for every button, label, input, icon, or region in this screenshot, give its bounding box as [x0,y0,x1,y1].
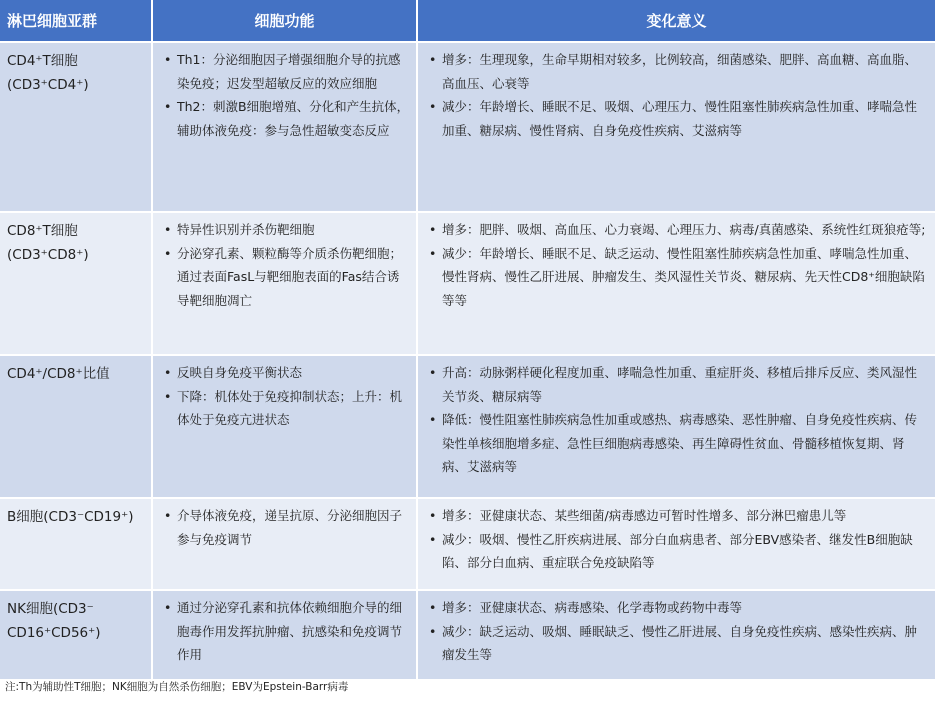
significance-list [424,218,929,312]
function-list [159,218,410,312]
list-item: • 分泌穿孔素、颗粒酶等介质杀伤靶细胞；通过表面FasL与靶细胞表面的Fas结合诱导靶细胞凋亡 [159,242,410,313]
list-item: • 特异性识别并杀伤靶细胞 [159,218,410,242]
table-row [0,498,935,590]
list-item: • 增多：亚健康状态、病毒感染、化学毒物或药物中毒等 [424,596,929,620]
function-list [159,361,410,432]
table-row [0,42,935,212]
list-item: • 减少：吸烟、慢性乙肝疾病进展、部分白血病患者、部分EBV感染者、继发性B细胞缺陷、部分白血病、重症联合免疫缺陷等 [424,528,929,575]
table-header-row [0,0,935,42]
function-cell [152,590,417,679]
significance-cell [417,42,935,212]
subset-name: CD4⁺/CD8⁺比值 [0,355,152,498]
function-list [159,504,410,551]
significance-list [424,48,929,142]
table-row [0,212,935,355]
function-list [159,48,410,142]
significance-list [424,504,929,575]
function-cell [152,212,417,355]
subset-name: CD4⁺T细胞 (CD3⁺CD4⁺) [0,42,152,212]
significance-cell [417,212,935,355]
function-cell [152,42,417,212]
list-item: • 增多：肥胖、吸烟、高血压、心力衰竭、心理压力、病毒/真菌感染、系统性红斑狼疮等; [424,218,929,242]
subset-name: CD8⁺T细胞 (CD3⁺CD8⁺) [0,212,152,355]
function-cell [152,498,417,590]
table-row [0,590,935,679]
significance-cell [417,590,935,679]
list-item: • 减少：缺乏运动、吸烟、睡眠缺乏、慢性乙肝进展、自身免疫性疾病、感染性疾病、肿瘤发生等 [424,620,929,667]
significance-cell [417,498,935,590]
header-significance: 变化意义 [417,0,935,42]
footnote: 注:Th为辅助性T细胞；NK细胞为自然杀伤细胞；EBV为Epstein-Barr病毒 [5,681,349,693]
significance-list [424,596,929,667]
table-row [0,355,935,498]
list-item: • 下降：机体处于免疫抑制状态；上升：机体处于免疫亢进状态 [159,385,410,432]
header-function: 细胞功能 [152,0,417,42]
significance-cell [417,355,935,498]
subset-name: NK细胞(CD3⁻ CD16⁺CD56⁺) [0,590,152,679]
list-item: • 减少：年龄增长、睡眠不足、缺乏运动、慢性阻塞性肺疾病急性加重、哮喘急性加重、慢性肾病、慢性乙肝进展、肿瘤发生、类风湿性关节炎、糖尿病、先天性CD8⁺细胞缺陷等等 [424,242,929,313]
list-item: • 增多：亚健康状态、某些细菌/病毒感边可暂时性增多、部分淋巴瘤患儿等 [424,504,929,528]
list-item: • 通过分泌穿孔素和抗体依赖细胞介导的细胞毒作用发挥抗肿瘤、抗感染和免疫调节作用 [159,596,410,667]
list-item: • 减少：年龄增长、睡眠不足、吸烟、心理压力、慢性阻塞性肺疾病急性加重、哮喘急性加重、糖尿病、慢性肾病、自身免疫性疾病、艾滋病等 [424,95,929,142]
header-subset: 淋巴细胞亚群 [0,0,152,42]
list-item: • 介导体液免疫，递呈抗原、分泌细胞因子参与免疫调节 [159,504,410,551]
list-item: • 升高：动脉粥样硬化程度加重、哮喘急性加重、重症肝炎、移植后排斥反应、类风湿性关节炎、糖尿病等 [424,361,929,408]
list-item: • Th2：刺激B细胞增殖、分化和产生抗体，辅助体液免疫：参与急性超敏变态反应 [159,95,410,142]
list-item: • 反映自身免疫平衡状态 [159,361,410,385]
list-item: • Th1：分泌细胞因子增强细胞介导的抗感染免疫；迟发型超敏反应的效应细胞 [159,48,410,95]
list-item: • 降低：慢性阻塞性肺疾病急性加重或感热、病毒感染、恶性肿瘤、自身免疫性疾病、传染性单核细胞增多症、急性巨细胞病毒感染、再生障碍性贫血、骨髓移植恢复期、肾病、艾滋病等 [424,408,929,479]
subset-name: B细胞(CD3⁻CD19⁺) [0,498,152,590]
significance-list [424,361,929,479]
function-cell [152,355,417,498]
function-list [159,596,410,667]
list-item: • 增多：生理现象，生命早期相对较多，比例较高，细菌感染、肥胖、高血糖、高血脂、高血压、心衰等 [424,48,929,95]
